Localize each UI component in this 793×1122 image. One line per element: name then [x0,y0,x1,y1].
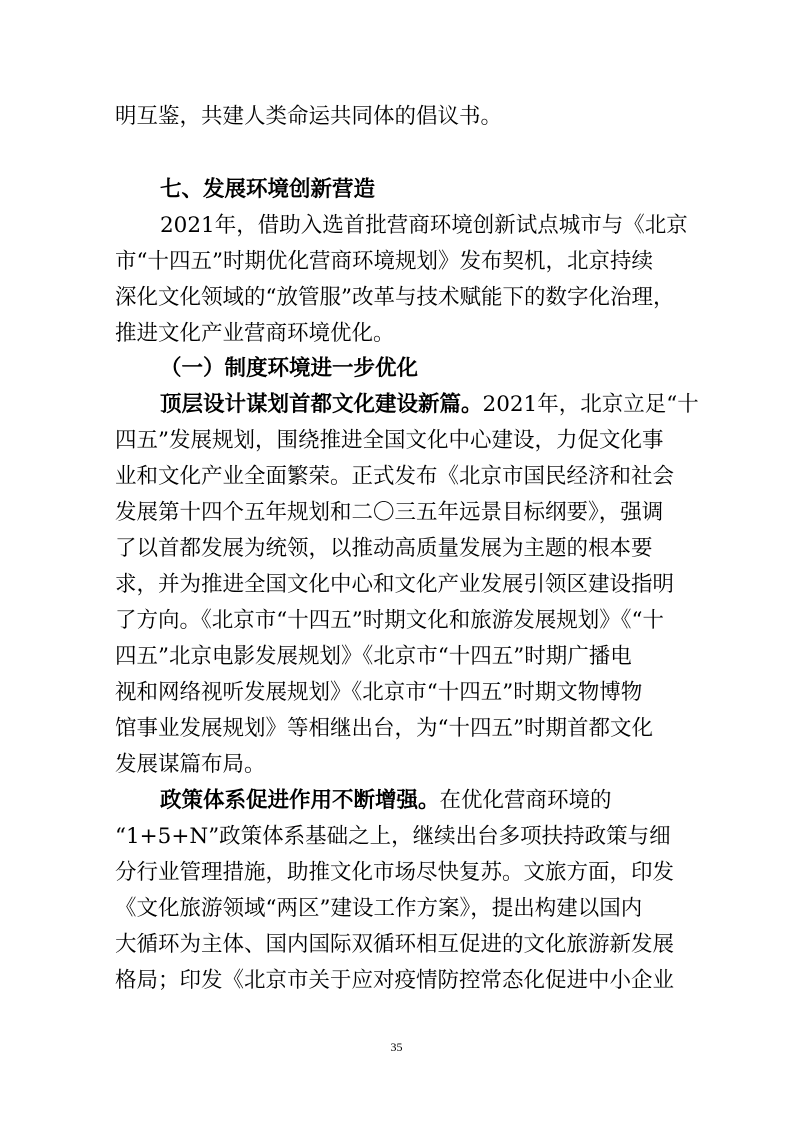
body-line: 视和网络视听发展规划》《北京市“十四五”时期文物博物 [115,680,643,705]
body-line: 《文化旅游领域“两区”建设工作方案》，提出构建以国内 [115,896,643,921]
body-line [160,786,723,816]
body-line: 四五”发展规划，围绕推进全国文化中心建设，力促文化事 [115,428,664,453]
body-line: 了以首都发展为统领，以推动高质量发展为主题的根本要 [115,536,653,561]
body-line: 发展谋篇布局。 [115,752,266,777]
page-number: 35 [390,1040,403,1054]
body-line: 大循环为主体、国内国际双循环相互促进的文化旅游新发展 [115,932,675,957]
section-heading: 七、发展环境创新营造 [160,177,376,202]
paragraph-lead: 顶层设计谋划首都文化建设新篇。 [160,392,483,417]
body-line: 发展第十四个五年规划和二〇三五年远景目标纲要》，强调 [115,500,664,525]
body-line: 了方向。《北京市“十四五”时期文化和旅游发展规划》《“十 [115,608,664,633]
body-line: 2021年，借助入选首批营商环境创新试点城市与《北京 [160,213,688,238]
body-line: 深化文化领域的“放管服”改革与技术赋能下的数字化治理， [115,285,675,310]
body-line: 业和文化产业全面繁荣。正式发布《北京市国民经济和社会 [115,464,675,489]
body-line: “1+5+N”政策体系基础之上，继续出台多项扶持政策与细 [115,824,671,849]
body-line: 明互鉴，共建人类命运共同体的倡议书。 [115,104,503,129]
body-line: 分行业管理措施，助推文化市场尽快复苏。文旅方面，印发 [115,860,675,885]
subsection-heading: （一）制度环境进一步优化 [160,356,419,381]
body-line [160,390,723,420]
paragraph-lead: 政策体系促进作用不断增强。 [160,788,440,813]
body-line: 求，并为推进全国文化中心和文化产业发展引领区建设指明 [115,572,675,597]
paragraph-text: 2021年，北京立足“十 [482,392,699,417]
body-line: 馆事业发展规划》等相继出台，为“十四五”时期首都文化 [115,716,653,741]
paragraph-text: 在优化营商环境的 [439,788,612,813]
body-line: 推进文化产业营商环境优化。 [115,321,395,346]
body-line: 格局；印发《北京市关于应对疫情防控常态化促进中小企业 [115,968,675,993]
body-line: 四五”北京电影发展规划》《北京市“十四五”时期广播电 [115,644,632,669]
body-line: 市“十四五”时期优化营商环境规划》发布契机，北京持续 [115,249,653,274]
